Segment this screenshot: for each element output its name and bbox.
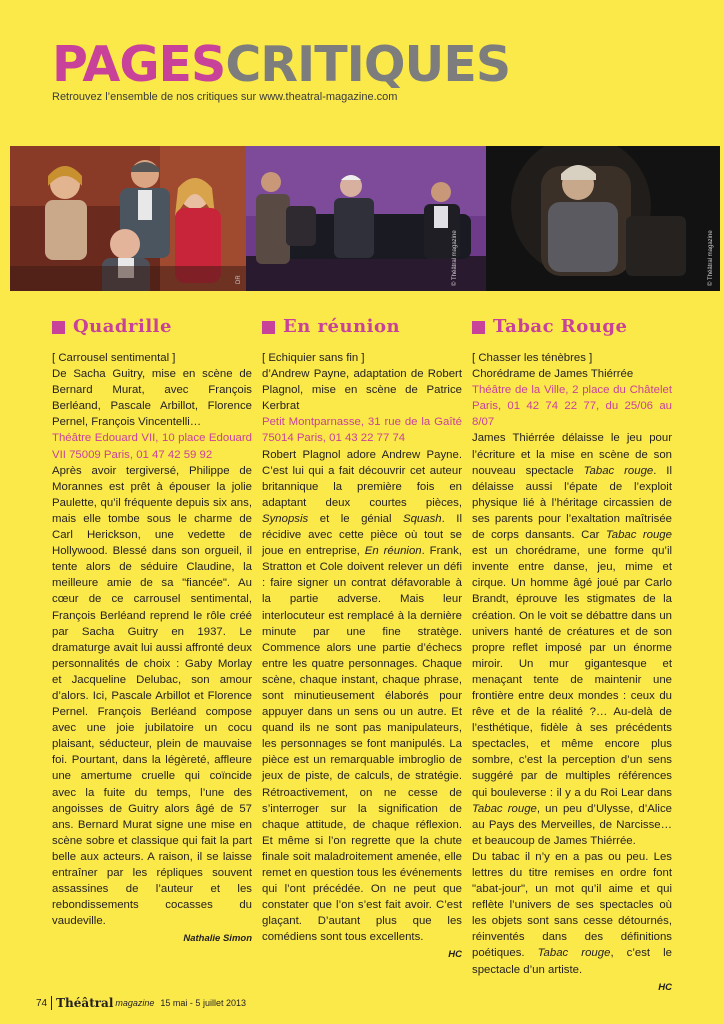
review-venue: Petit Montparnasse, 31 rue de la Gaîté 75014 Paris, 01 43 22 77 74	[262, 416, 462, 445]
photo-strip	[10, 146, 720, 291]
review-column-en-reunion	[262, 312, 462, 964]
review-signature: HC	[658, 981, 672, 993]
review-body	[472, 430, 672, 848]
review-genre: [ Chasser les ténèbres ]	[472, 352, 593, 364]
page-footer	[36, 996, 246, 1010]
review-column-tabac-rouge	[472, 312, 672, 996]
body2-part-b: , c’est le spectacle d’un artiste.	[472, 947, 672, 976]
review-genre: [ Echiquier sans fin ]	[262, 352, 365, 364]
review-credits: De Sacha Guitry, mise en scène de Bernard Murat, avec François Berléand, Pascale Arbillot, Florence Pernel, François Vincentelli…	[52, 368, 252, 429]
review-header	[52, 312, 252, 342]
body-part-b: . Il délaisse aussi l’épate de l’exploit physique lié à l’héritage circassien de ses parents pour l’exaltation maîtrisée de corps dansants. Car	[472, 464, 672, 542]
page-header	[52, 36, 511, 103]
photo-tabac-rouge	[486, 146, 720, 291]
review-header	[262, 312, 462, 342]
square-bullet-icon	[262, 321, 275, 334]
review-credits: d’Andrew Payne, adaptation de Robert Plagnol, mise en scène de Patrice Kerbrat	[262, 368, 462, 413]
body-em-1: Tabac rouge	[583, 464, 654, 477]
footer-divider	[51, 996, 52, 1010]
square-bullet-icon	[52, 321, 65, 334]
review-body: Après avoir tergiversé, Philippe de Morannes est prêt à épouser la jolie Paulette, qu’il fréquente depuis six ans, mais elle tombe sous le charme de Carl Herickson, une vedette de Hollywood. Blessé dans son orgueil, il tente alors de séduire Claudine, la meilleure amie de sa "fiancée". Au cœur de ce carrousel sentimental, François Berléand reprend le rôle créé par Sacha Guitry en 1937. Le dramaturge avait lui aussi affronté deux personnalités de choix : Gaby Morlay et Jacqueline Delubac, son amour d’alors. Ici, Pascale Arbillot et Florence Pernel. François Berléand compose avec une joie jubilatoire un cocu plaisant, séducteur, plein de mauvaise foi. Pourtant, dans la légèreté, affleure une amertume cruelle qui coïncide avec la fuite du temps, l’une des angoisses de Guitry alors âgé de 57 ans. Bernard Murat signe une mise en scène sobre et classique qui fait la part belle aux acteurs. A raison, il se laisse entraîner par les répliques souvent assassines de l’auteur et les rebondissements cocasses du vaudeville.	[52, 464, 252, 928]
review-title: Quadrille	[73, 315, 172, 337]
review-title: Tabac Rouge	[493, 315, 628, 337]
review-venue: Théâtre de la Ville, 2 place du Châtelet Paris, 01 42 74 22 77, du 25/06 au 8/07	[472, 384, 672, 429]
photo-quadrille	[10, 146, 246, 291]
body-em-2: Squash	[402, 512, 442, 525]
body-part-a: James Thiérrée délaisse le jeu pour l’écriture et la mise en scène de son nouveau spectacle	[472, 432, 672, 477]
photo-credit-1: DR	[236, 275, 242, 284]
body-em-1: Synopsis	[262, 512, 309, 525]
body-part-d: , un peu d’Ulysse, d’Alice au Pays des Merveilles, de Narcisse… et beaucoup de James Thiérrée.	[472, 802, 672, 847]
review-column-quadrille	[52, 312, 252, 947]
page-subtitle: Retrouvez l’ensemble de nos critiques sur www.theatral-magazine.com	[52, 91, 398, 103]
review-body	[262, 447, 462, 946]
body2-em: Tabac rouge	[537, 947, 611, 960]
review-credits: Chorédrame de James Thiérrée	[472, 368, 634, 381]
body-part-c: est un chorédrame, une forme qu’il invente entre danse, jeu, mime et cirque. Un homme âgé joué par Carlo Brandt, éprouve les stigmates de la création. On le voit se débattre dans un univers hanté de créatures et de son propre reflet imposé par un énorme miroir. Un mur gigantesque et menaçant tente de maintenir une frontière entre deux mondes : ceux du rêve et de la réalité ?… Au-delà de l’esthétique, fidèle à ses précédents spectacles, et même encore plus sombre, c’est la perception d’un sens suggéré par de multiples références qui bouleverse : il y a du Roi Lear dans	[472, 545, 672, 799]
title-pages: PAGES	[52, 36, 226, 93]
review-genre: [ Carrousel sentimental ]	[52, 352, 176, 364]
review-title: En réunion	[283, 315, 401, 337]
issue-date: 15 mai - 5 juillet 2013	[160, 998, 246, 1008]
title-critiques: CRITIQUES	[225, 36, 511, 93]
page-title	[52, 36, 511, 93]
body-em-3: En réunion	[364, 545, 422, 558]
photo-credit-3: © Théâtral magazine	[708, 230, 714, 286]
photo-en-reunion	[246, 146, 486, 291]
body-part-d: . Frank, Stratton et Cole doivent relever un défi : faire signer un contrat défavorable à la partie adverse. Mais leur interlocuteur est remplacé à la dernière minute par une fine stratège. Commence alors une partie d’échecs entre les quatre personnages. Chaque scène, chaque instant, chaque phrase, sont minutieusement élaborés pour appuyer dans un sens ou un autre. Et quand ils ne sont pas manipulateurs, les personnages se font manipulés. La pièce est un remarquable imbroglio de jeux de piste, de calculs, de stratégie. Rétroactivement, on ne cesse de s’interroger sur la signification de chaque attitude, de chaque réflexion. Et même si l’on regrette que la chute finale soit maladroitement amenée, elle remet en question tous les événements qui l’ont précédée. On ne peut que constater que l’on s’est fait avoir. C’est glaçant. D’autant plus que les comédiens sont tous excellents.	[262, 545, 462, 944]
body-part-b: et le génial	[308, 512, 403, 525]
review-header	[472, 312, 672, 342]
page-number: 74	[36, 997, 48, 1009]
review-venue: Théâtre Edouard VII, 10 place Edouard VII 75009 Paris, 01 47 42 59 92	[52, 432, 252, 461]
review-signature: Nathalie Simon	[183, 933, 252, 945]
review-signature: HC	[448, 949, 462, 961]
magazine-sub: magazine	[115, 998, 155, 1008]
body-em-3: Tabac rouge	[472, 802, 537, 815]
review-body-2	[472, 849, 672, 978]
body-part-a: Robert Plagnol adore Andrew Payne. C’est lui qui a fait découvrir cet auteur britannique la première fois en adaptant deux courtes pièces,	[262, 448, 462, 509]
body2-part-a: Du tabac il n’y en a pas ou peu. Les lettres du titre remises en ordre font "abat-jour", un mot qu’il aime et qui reflète l’univers de ses spectacles où les objets sont sans cesse détournés, réinventés dans des définitions poétiques.	[472, 850, 672, 960]
body-em-2: Tabac rouge	[605, 529, 672, 542]
magazine-name: Théâtral	[56, 996, 114, 1010]
square-bullet-icon	[472, 321, 485, 334]
body-part-c: . Il récidive avec cette pièce où tout se joue en entreprise,	[262, 512, 462, 558]
photo-credit-2: © Théâtral magazine	[452, 230, 458, 286]
